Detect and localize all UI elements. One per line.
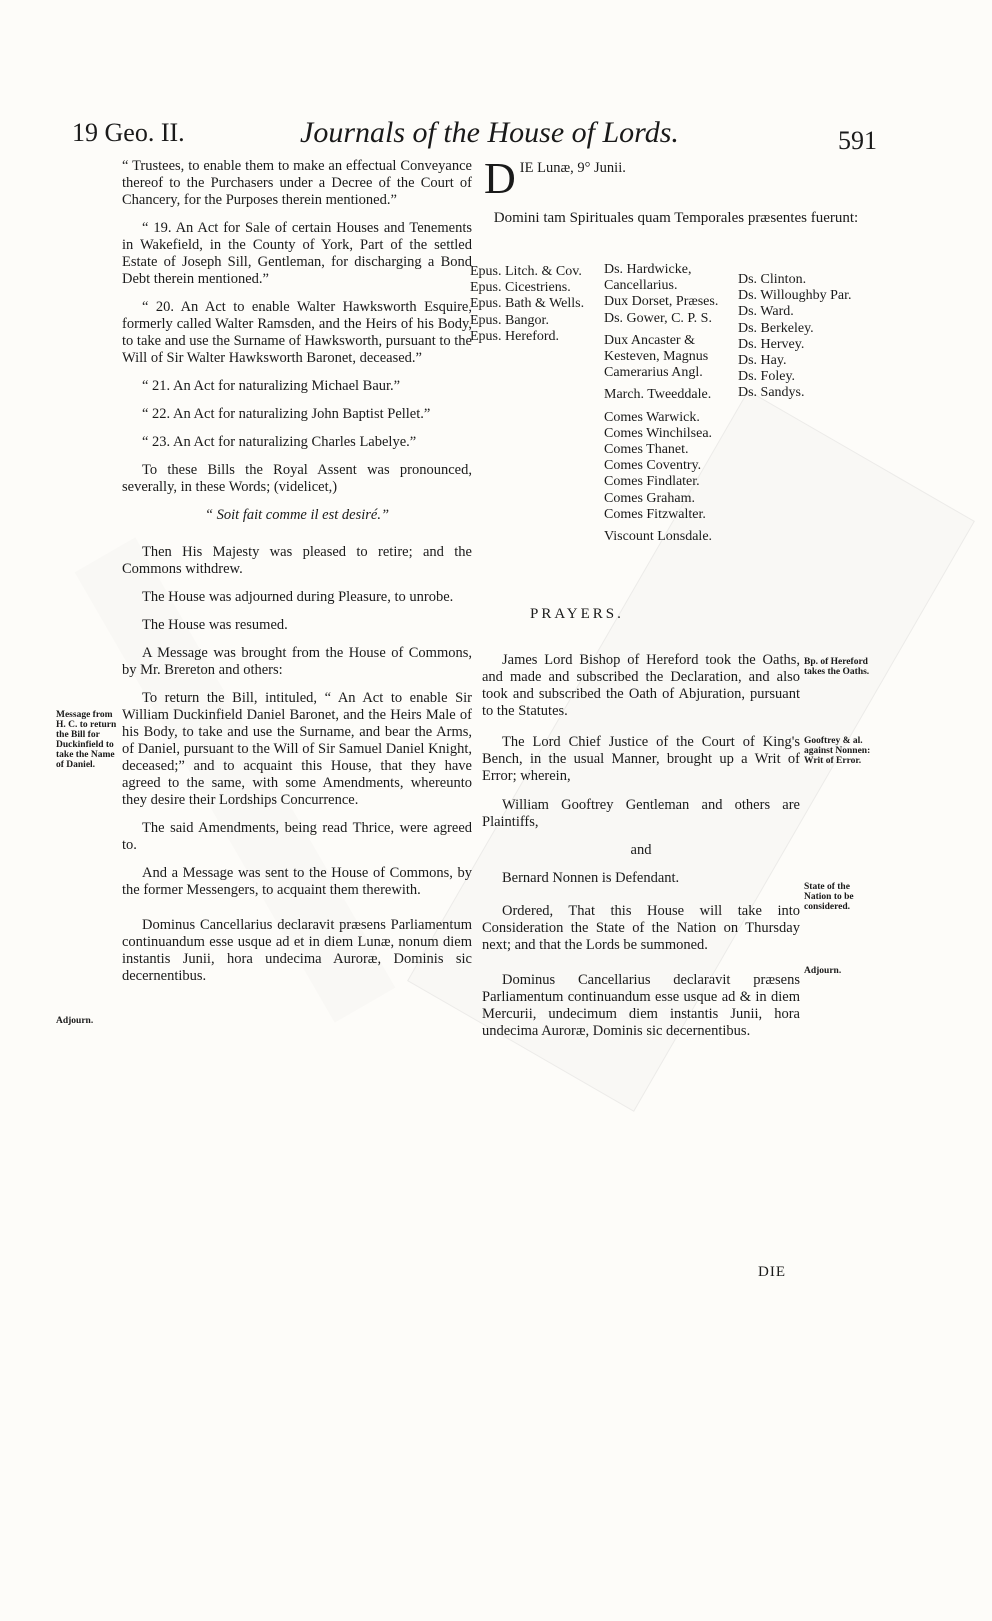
royal-assent-formula: “ Soit fait comme il est desiré.” [204,507,390,523]
list-item: Epus. Bath & Wells. [470,296,585,312]
list-item: Ds. Hardwicke, Cancellarius. [604,262,692,294]
list-item: Ds. Foley. [738,369,796,385]
list-item: Ds. Sandys. [738,385,805,401]
attendance-officers-earls [604,262,734,545]
sitting-date: IE Lunæ, 9° Junii. [519,160,626,176]
paragraph: And a Message was sent to the House of Commons, by the former Messengers, to acquaint them therewith. [122,865,472,898]
list-item: Comes Thanet. [604,442,689,458]
margin-note-adjourn-left: Adjourn. [56,1016,94,1026]
list-item: Viscount Lonsdale. [604,529,713,545]
list-item: Epus. Cicestriens. [470,280,571,296]
page-header-title: Journals of the House of Lords. [300,116,679,149]
paragraph: The House was adjourned during Pleasure, to unrobe. [142,589,454,605]
margin-note-message: Message from H. C. to return the Bill for Duckinfield to take the Name of Daniel. [56,710,117,770]
paragraph: Then His Majesty was pleased to retire; and the Commons withdrew. [122,544,472,577]
list-item: Comes Coventry. [604,458,702,474]
list-item: Ds. Clinton. [738,272,807,287]
paragraph: The House was resumed. [142,617,288,633]
right-body [482,652,800,1051]
margin-note-bishop-hereford: Bp. of Hereford takes the Oaths. [804,657,870,677]
list-item: Ds. Ward. [738,304,794,320]
list-item: Comes Warwick. [604,409,700,425]
list-item: Comes Graham. [604,490,695,506]
attendance-barons [738,272,852,402]
attendance-bishops [470,264,584,345]
paragraph: “ 19. An Act for Sale of certain Houses and Tenements in Wakefield, in the County of York, Part of the settled Estate of Joseph Sill, Gentleman, for discharging a Bond Debt therein mentioned.” [122,220,472,287]
list-item: Dux Ancaster & Kesteven, Magnus Camerarius Angl. [604,332,709,381]
list-item: Ds. Willoughby Par. [738,288,852,304]
paragraph: Bernard Nonnen is Defendant. [502,870,680,886]
page-number: 591 [838,126,877,155]
paragraph: The Lord Chief Justice of the Court of King's Bench, in the usual Manner, brought up a Writ of Error; wherein, [482,734,800,784]
list-item: Comes Fitzwalter. [604,506,706,522]
paragraph: William Gooftrey Gentleman and others are Plaintiffs, [482,797,800,830]
list-item: Ds. Hervey. [738,336,805,352]
list-item: Epus. Litch. & Cov. [470,264,582,279]
dropcap: D [484,160,516,196]
list-item: Comes Winchilsea. [604,425,713,441]
list-item: Ds. Hay. [738,353,787,369]
margin-note-state-of-nation: State of the Nation to be considered. [804,882,854,912]
paragraph: “ 23. An Act for naturalizing Charles Labelye.” [142,434,417,450]
margin-note-adjourn-right: Adjourn. [804,966,842,976]
paragraph: “ 20. An Act to enable Walter Hawksworth Esquire, formerly called Walter Ramsden, and the Heirs of his Body, to take and use the Surname of Hawksworth, pursuant to the Will of Sir Walter Hawksworth Baronet, deceased.” [122,299,472,366]
paragraph: To return the Bill, intituled, “ An Act to enable Sir William Duckinfield Daniel Baronet, and the Heirs Male of his Body, to take and use the Surname, and bear the Arms, of Daniel, pursuant to the Will of Sir Samuel Daniel Knight, deceased;” and to acquaint this House, that they have agreed to the same, with some Amendments, whereunto they desire their Lordships Concurrence. [122,690,472,808]
paragraph: “ 21. An Act for naturalizing Michael Baur.” [142,378,401,394]
left-column [122,158,472,996]
list-item: Comes Findlater. [604,474,700,490]
list-item: Ds. Berkeley. [738,320,814,336]
paragraph: Dominus Cancellarius declaravit præsens Parliamentum continuandum esse usque ad & in diem Mercurii, undecimum diem instantis Junii, hora undecima Auroræ, Dominis sic decernentibus. [482,972,800,1039]
list-item: Epus. Hereford. [470,328,560,344]
paragraph: To these Bills the Royal Assent was pronounced, severally, in these Words; (videlicet,) [122,462,472,495]
paragraph: Dominus Cancellarius declaravit præsens Parliamentum continuandum esse usque ad et in diem Lunæ, nonum diem instantis Junii, hora undecima Auroræ, Dominis sic decernentibus. [122,917,472,984]
margin-note-writ-of-error: Gooftrey & al. against Nonnen: Writ of Error. [804,736,871,766]
catchword: DIE [758,1264,786,1280]
paragraph: “ Trustees, to enable them to make an effectual Conveyance thereof to the Purchasers under a Decree of the Court of Chancery, for the Purposes therein mentioned.” [122,158,472,208]
paragraph: The said Amendments, being read Thrice, were agreed to. [122,820,472,853]
list-item: Ds. Gower, C. P. S. [604,310,712,326]
attendance-heading: Domini tam Spirituales quam Temporales præsentes fuerunt: [493,210,859,226]
paragraph: A Message was brought from the House of Commons, by Mr. Brereton and others: [122,645,472,678]
prayers-heading: PRAYERS. [530,606,624,622]
page-header-session: 19 Geo. II. [72,118,185,147]
paragraph: “ 22. An Act for naturalizing John Baptist Pellet.” [142,406,431,422]
list-item: Epus. Bangor. [470,312,549,328]
list-item: March. Tweeddale. [604,387,712,403]
paragraph: and [630,842,652,858]
paragraph: James Lord Bishop of Hereford took the Oaths, and made and subscribed the Declaration, and also took and subscribed the Oath of Abjuration, pursuant to the Statutes. [482,652,800,719]
paragraph: Ordered, That this House will take into Consideration the State of the Nation on Thursday next; and that the Lords be summoned. [482,903,800,953]
list-item: Dux Dorset, Præses. [604,294,719,310]
right-column [484,160,868,243]
